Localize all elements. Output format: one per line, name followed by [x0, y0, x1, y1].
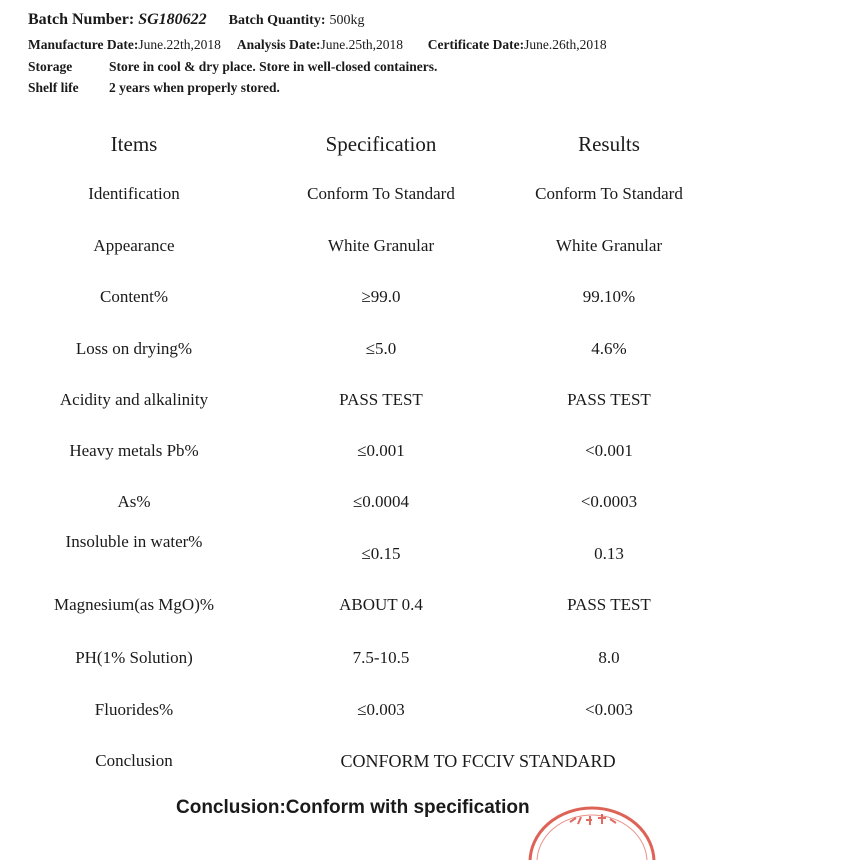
result-cell: Conform To Standard — [535, 184, 683, 203]
analysis-date-label: Analysis Date: — [236, 37, 321, 52]
result-cell: <0.001 — [585, 441, 633, 460]
storage-label: Storage — [28, 59, 73, 74]
spec-cell: ≤0.0004 — [352, 492, 410, 511]
spec-cell: PASS TEST — [339, 390, 423, 409]
result-cell: PASS TEST — [567, 390, 651, 409]
result-cell: 4.6% — [591, 339, 627, 358]
manufacture-date-value: June.22th,2018 — [138, 37, 221, 52]
conclusion-value-cell: CONFORM TO FCCIV STANDARD — [340, 751, 616, 771]
spec-cell: 7.5-10.5 — [352, 648, 410, 667]
result-cell: 99.10% — [582, 287, 636, 306]
item-cell: Appearance — [93, 236, 175, 255]
item-cell: Loss on drying% — [75, 339, 193, 358]
item-cell: Identification — [88, 184, 180, 203]
item-cell: Insoluble in water% — [65, 532, 203, 551]
manufacture-date-label: Manufacture Date: — [28, 37, 139, 52]
shelf-life-label: Shelf life — [28, 80, 79, 95]
certificate-date-value: June.26th,2018 — [524, 37, 607, 52]
column-header-specification: Specification — [325, 132, 437, 156]
storage-value: Store in cool & dry place. Store in well-closed containers. — [109, 59, 438, 74]
spec-cell: Conform To Standard — [307, 184, 455, 203]
certificate-date-label: Certificate Date: — [427, 37, 525, 52]
spec-cell: ≤0.001 — [357, 441, 405, 460]
batch-number-label: Batch Number: — [28, 11, 135, 28]
item-cell: As% — [117, 492, 151, 511]
result-cell: PASS TEST — [567, 595, 651, 614]
result-cell: White Granular — [555, 236, 663, 255]
spec-cell: ABOUT 0.4 — [339, 595, 423, 614]
company-seal-stamp — [512, 800, 672, 860]
batch-number-value: SG180622 — [138, 11, 207, 28]
result-cell: 8.0 — [598, 648, 620, 667]
shelf-life-value: 2 years when properly stored. — [109, 80, 280, 95]
batch-quantity-label: Batch Quantity: — [228, 13, 326, 28]
storage-line — [28, 59, 437, 75]
spec-cell: White Granular — [327, 236, 435, 255]
shelf-life-line — [28, 80, 280, 96]
dates-line — [28, 37, 607, 53]
result-cell: 0.13 — [594, 544, 624, 563]
spec-cell: ≤0.15 — [361, 544, 401, 563]
result-cell: <0.003 — [585, 700, 633, 719]
item-cell: Content% — [100, 287, 168, 306]
column-header-results: Results — [578, 132, 640, 156]
analysis-date-value: June.25th,2018 — [320, 37, 403, 52]
conclusion-item-cell: Conclusion — [95, 751, 173, 770]
result-cell: <0.0003 — [580, 492, 638, 511]
item-cell: Magnesium(as MgO)% — [53, 595, 215, 614]
item-cell: Heavy metals Pb% — [69, 441, 199, 460]
spec-cell: ≥99.0 — [361, 287, 401, 306]
spec-cell: ≤0.003 — [357, 700, 405, 719]
batch-info-line — [28, 11, 365, 29]
item-cell: Acidity and alkalinity — [59, 390, 209, 409]
batch-quantity-value: 500kg — [329, 13, 365, 28]
item-cell: PH(1% Solution) — [75, 648, 193, 667]
item-cell: Fluorides% — [94, 700, 174, 719]
column-header-items: Items — [110, 132, 158, 156]
spec-cell: ≤5.0 — [365, 339, 397, 358]
conclusion-statement: Conclusion:Conform with specification — [176, 797, 530, 818]
